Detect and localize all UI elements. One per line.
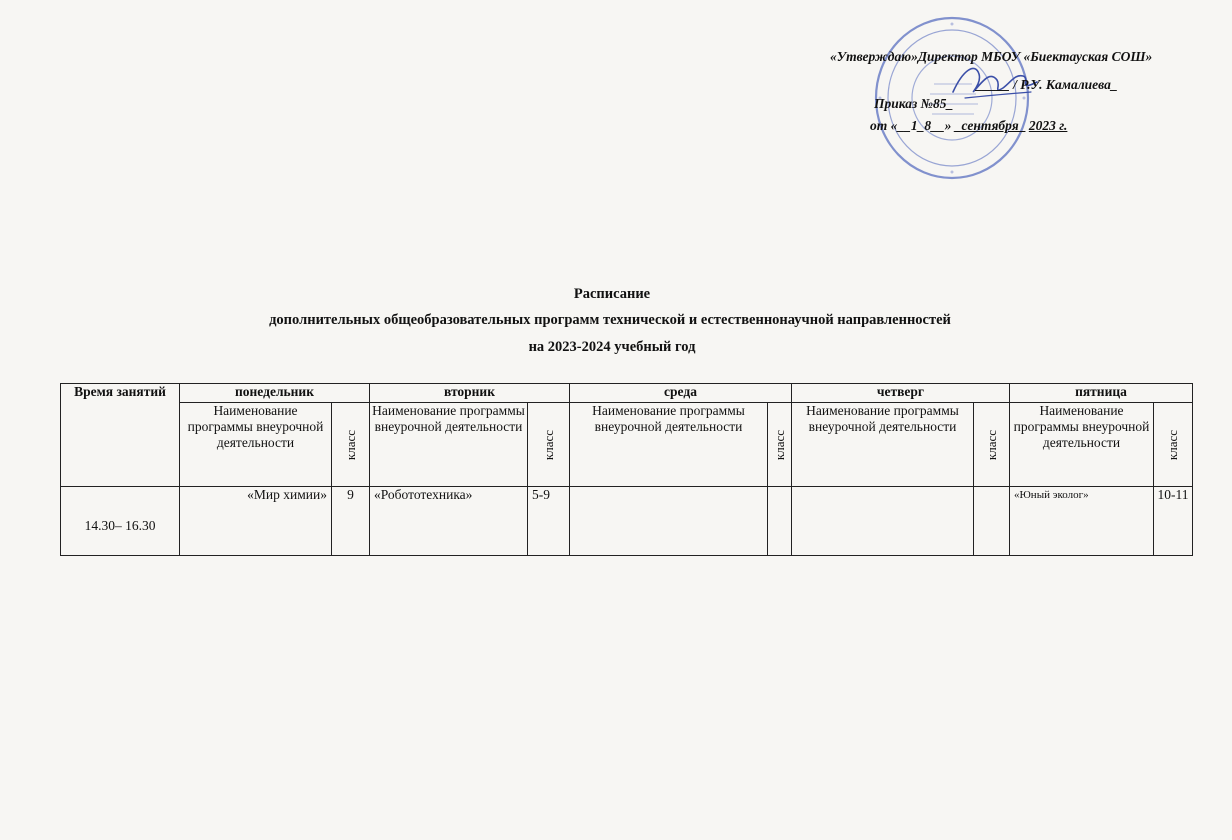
tue-program: «Робототехника»: [370, 487, 528, 556]
class-header-wed: [768, 403, 792, 487]
table-row: [61, 487, 1193, 556]
class-header-mon: [332, 403, 370, 487]
fri-class: 10-11: [1154, 487, 1193, 556]
header-row-columns: [61, 403, 1193, 487]
thu-class: [974, 487, 1010, 556]
doc-subtitle: дополнительных общеобразовательных программ технической и естественнонаучной направленностей: [269, 312, 951, 328]
class-header-wed-label: класс: [771, 429, 787, 460]
tue-class: 5-9: [528, 487, 570, 556]
class-header-thu-label: класс: [983, 429, 999, 460]
wed-class: [768, 487, 792, 556]
approval-order-number: Приказ №85_: [874, 96, 954, 111]
approval-date: [870, 119, 1067, 133]
day-thursday: четверг: [792, 384, 1010, 403]
class-header-fri-label: класс: [1165, 429, 1180, 460]
class-header-tue: [528, 403, 570, 487]
class-header-mon-label: класс: [342, 429, 358, 460]
day-tuesday: вторник: [370, 384, 570, 403]
doc-year: на 2023-2024 учебный год: [528, 339, 696, 355]
program-header-mon: Наименование программы внеурочной деятельности: [180, 403, 332, 487]
approval-line-2: _____ / Р.У. Камалиева_: [976, 77, 1118, 92]
class-header-tue-label: класс: [540, 429, 556, 460]
fri-program: «Юный эколог»: [1010, 487, 1154, 556]
day-monday: понедельник: [180, 384, 370, 403]
schedule-table: [60, 383, 1193, 556]
time-header: Время занятий: [61, 384, 180, 487]
program-header-fri: Наименование программы внеурочной деятельности: [1010, 403, 1154, 487]
day-wednesday: среда: [570, 384, 792, 403]
approval-date-year: 2023 г.: [1028, 118, 1068, 133]
mon-program: «Мир химии»: [180, 487, 332, 556]
day-friday: пятница: [1010, 384, 1193, 403]
class-header-fri: [1154, 403, 1193, 487]
approval-date-day: от «__1_8__»: [870, 118, 952, 133]
approval-line-1: «Утверждаю»Директор МБОУ «Биектауская СОШ»: [830, 49, 1153, 64]
header-row-days: [61, 384, 1193, 403]
program-header-tue: Наименование программы внеурочной деятельности: [370, 403, 528, 487]
program-header-thu: Наименование программы внеурочной деятельности: [792, 403, 974, 487]
doc-title: Расписание: [573, 286, 651, 302]
wed-program: [570, 487, 768, 556]
row-time: 14.30– 16.30: [61, 487, 180, 556]
thu-program: [792, 487, 974, 556]
mon-class: 9: [332, 487, 370, 556]
approval-date-month: _сентября_: [954, 118, 1026, 133]
class-header-thu: [974, 403, 1010, 487]
program-header-wed: Наименование программы внеурочной деятельности: [570, 403, 768, 487]
